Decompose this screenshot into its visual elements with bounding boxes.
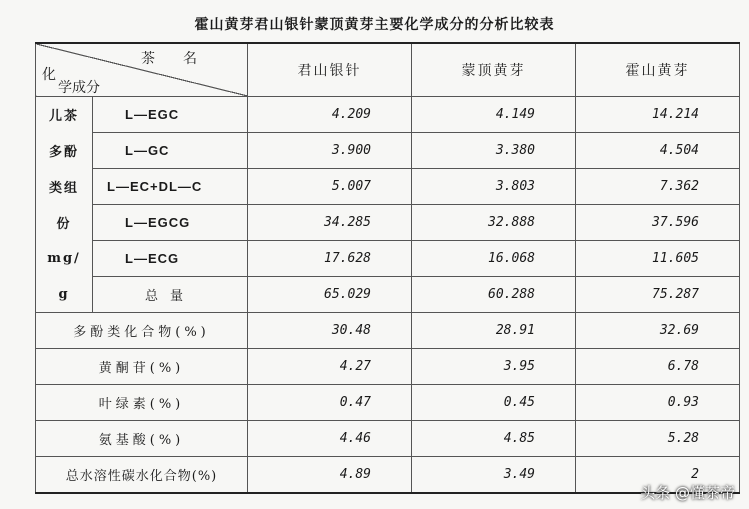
group-label-part: 多酚 xyxy=(36,133,93,169)
cell-value: 11.605 xyxy=(576,241,740,277)
cell-value: 4.46 xyxy=(248,421,412,457)
column-header-huoshan: 霍山黄芽 xyxy=(576,43,740,97)
row-label: L—ECG xyxy=(93,241,248,277)
cell-value: 4.85 xyxy=(412,421,576,457)
composition-table xyxy=(35,42,740,494)
table-row xyxy=(36,205,740,241)
row-label: L—EGC xyxy=(93,97,248,133)
table-row xyxy=(36,349,740,385)
cell-value: 32.888 xyxy=(412,205,576,241)
table-row xyxy=(36,421,740,457)
group-label-part: mg/ xyxy=(36,241,93,277)
table-row xyxy=(36,385,740,421)
watermark: 头条 @懂茶帝 xyxy=(640,484,735,502)
row-label: 多酚类化合物(%) xyxy=(36,313,248,349)
table-title: 霍山黄芽君山银针蒙顶黄芽主要化学成分的分析比较表 xyxy=(194,17,555,33)
cell-value: 4.89 xyxy=(248,457,412,494)
corner-bottom-label-2: 学成分 xyxy=(58,80,100,96)
cell-value: 17.628 xyxy=(248,241,412,277)
group-label-part: 类组 xyxy=(36,169,93,205)
row-label: L—GC xyxy=(93,133,248,169)
cell-value: 30.48 xyxy=(248,313,412,349)
cell-value: 5.007 xyxy=(248,169,412,205)
column-header-junshan: 君山银针 xyxy=(248,43,412,97)
cell-value: 32.69 xyxy=(576,313,740,349)
row-label: 总水溶性碳水化合物(%) xyxy=(36,457,248,494)
row-label: 黄酮苷(%) xyxy=(36,349,248,385)
cell-value: 3.49 xyxy=(412,457,576,494)
cell-value: 4.209 xyxy=(248,97,412,133)
cell-value: 4.27 xyxy=(248,349,412,385)
group-label-part: g xyxy=(36,277,93,313)
cell-value: 60.288 xyxy=(412,277,576,313)
cell-value: 0.93 xyxy=(576,385,740,421)
cell-value: 5.28 xyxy=(576,421,740,457)
cell-value: 0.47 xyxy=(248,385,412,421)
row-label: 氨基酸(%) xyxy=(36,421,248,457)
cell-value: 28.91 xyxy=(412,313,576,349)
diagonal-corner-cell xyxy=(36,43,248,97)
cell-value: 34.285 xyxy=(248,205,412,241)
cell-value: 7.362 xyxy=(576,169,740,205)
cell-value: 75.287 xyxy=(576,277,740,313)
corner-bottom-label-1: 化 xyxy=(42,67,56,83)
cell-value: 4.504 xyxy=(576,133,740,169)
row-label: L—EGCG xyxy=(93,205,248,241)
cell-value: 6.78 xyxy=(576,349,740,385)
cell-value: 14.214 xyxy=(576,97,740,133)
table-row xyxy=(36,313,740,349)
cell-value: 65.029 xyxy=(248,277,412,313)
row-label: 叶绿素(%) xyxy=(36,385,248,421)
cell-value: 3.95 xyxy=(412,349,576,385)
table-row xyxy=(36,457,740,494)
table-row xyxy=(36,241,740,277)
row-label: 总量 xyxy=(93,277,248,313)
table-row xyxy=(36,169,740,205)
cell-value: 2 xyxy=(576,457,740,494)
cell-value: 0.45 xyxy=(412,385,576,421)
cell-value: 16.068 xyxy=(412,241,576,277)
cell-value: 3.900 xyxy=(248,133,412,169)
group-label-part: 儿茶 xyxy=(36,97,93,133)
cell-value: 37.596 xyxy=(576,205,740,241)
cell-value: 3.803 xyxy=(412,169,576,205)
column-header-mengding: 蒙顶黄芽 xyxy=(412,43,576,97)
table-row xyxy=(36,97,740,133)
table-row xyxy=(36,277,740,313)
corner-top-label: 茶名 xyxy=(141,51,225,67)
group-label-part: 份 xyxy=(36,205,93,241)
cell-value: 4.149 xyxy=(412,97,576,133)
table-row xyxy=(36,133,740,169)
header-row xyxy=(36,43,740,97)
row-label: L—EC+DL—C xyxy=(93,169,248,205)
cell-value: 3.380 xyxy=(412,133,576,169)
